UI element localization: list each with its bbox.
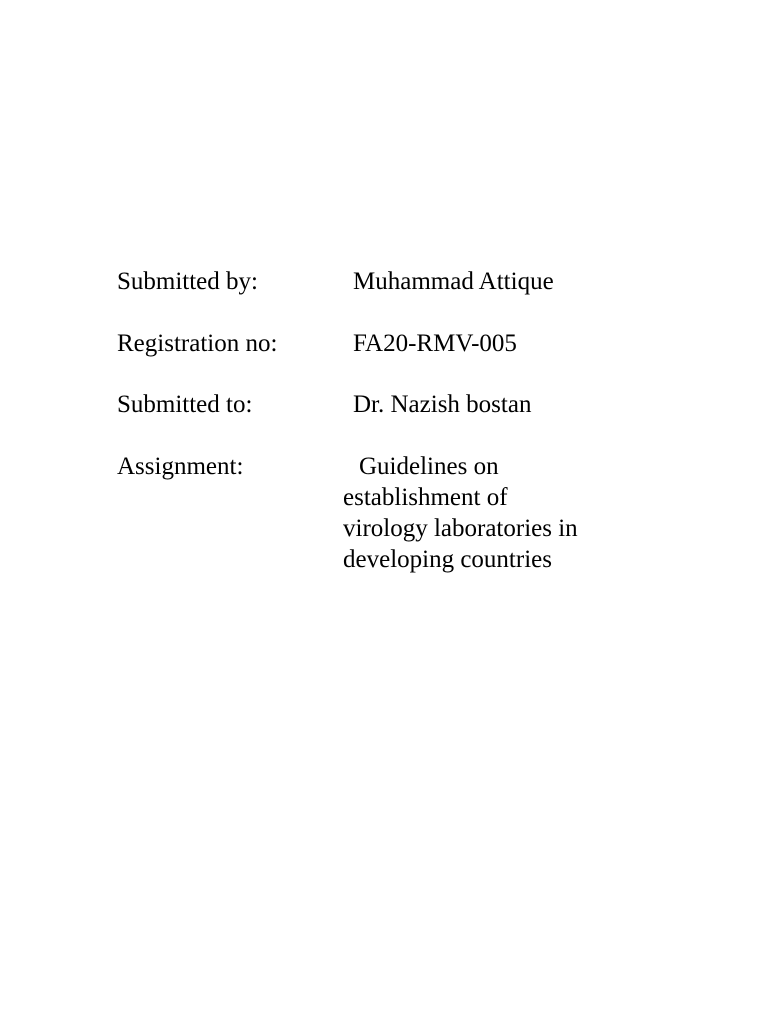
assignment-line: developing countries xyxy=(343,546,552,573)
assignment-label: Assignment: xyxy=(117,453,244,480)
assignment-line: Guidelines on xyxy=(359,453,499,480)
assignment-title xyxy=(343,451,643,575)
submitted-by-value: Muhammad Attique xyxy=(353,268,554,295)
submitted-to-value: Dr. Nazish bostan xyxy=(353,391,532,418)
assignment-line: virology laboratories in xyxy=(343,515,578,542)
submitted-by-label: Submitted by: xyxy=(117,268,258,295)
registration-no-label: Registration no: xyxy=(117,330,278,357)
registration-no-value: FA20-RMV-005 xyxy=(353,330,517,357)
assignment-line: establishment of xyxy=(343,484,508,511)
submitted-to-label: Submitted to: xyxy=(117,391,253,418)
